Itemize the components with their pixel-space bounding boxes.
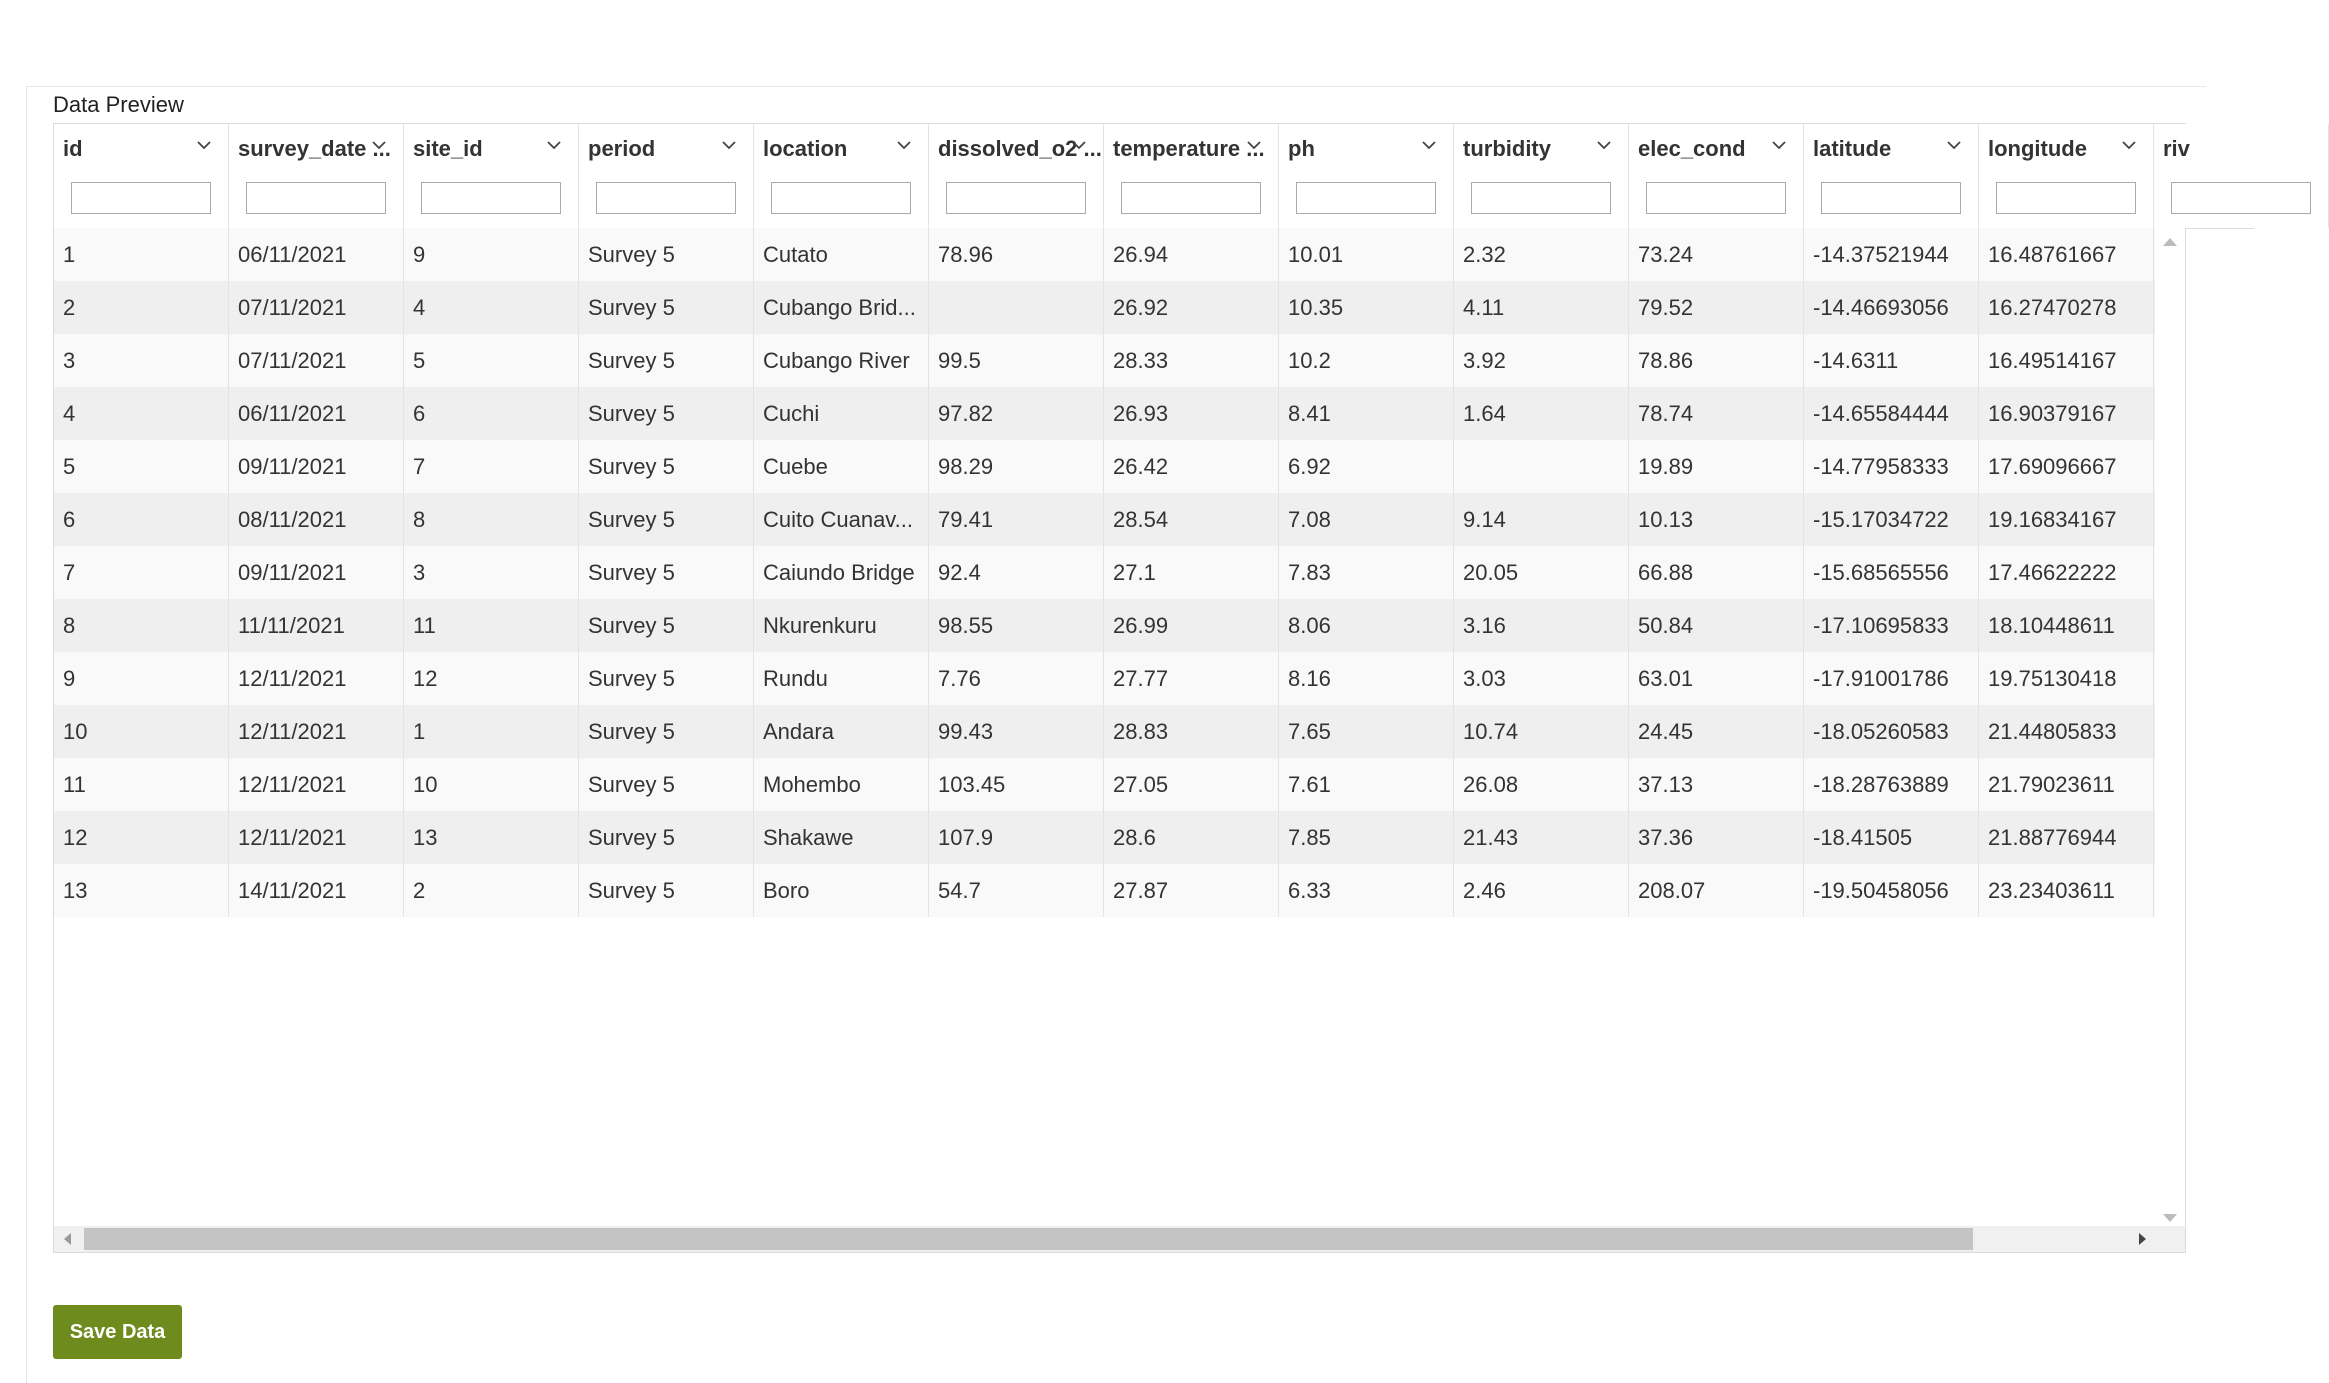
table-cell[interactable]: 14/11/2021 (229, 864, 404, 917)
triangle-up-icon[interactable] (2163, 238, 2177, 246)
column-filter-input[interactable] (1296, 182, 1436, 214)
table-cell[interactable]: 28.33 (1104, 334, 1279, 387)
table-cell[interactable]: -14.65584444 (1804, 387, 1979, 440)
table-cell[interactable]: 2 (54, 281, 229, 334)
triangle-right-icon[interactable] (2139, 1233, 2146, 1245)
chevron-down-icon[interactable] (1769, 134, 1789, 154)
column-filter-input[interactable] (2171, 182, 2311, 214)
table-cell[interactable]: 28.54 (1104, 493, 1279, 546)
table-cell[interactable]: 99.5 (929, 334, 1104, 387)
column-header-label: ph (1288, 136, 1315, 161)
table-cell[interactable]: 11 (404, 599, 579, 652)
table-cell[interactable]: 12 (54, 811, 229, 864)
table-row[interactable] (54, 334, 2155, 387)
table-cell[interactable]: 26.94 (1104, 228, 1279, 281)
table-cell[interactable]: 97.82 (929, 387, 1104, 440)
table-cell[interactable]: -18.41505 (1804, 811, 1979, 864)
column-header[interactable] (754, 124, 929, 228)
column-header[interactable] (2154, 124, 2329, 228)
table-cell[interactable]: 37.13 (1629, 758, 1804, 811)
table-cell[interactable]: 27.05 (1104, 758, 1279, 811)
data-grid (53, 123, 2190, 1253)
column-header[interactable] (229, 124, 404, 228)
table-cell[interactable]: 79.41 (929, 493, 1104, 546)
table-cell[interactable]: 06/11/2021 (229, 387, 404, 440)
table-cell[interactable]: 4 (404, 281, 579, 334)
table-cell[interactable]: Survey 5 (579, 281, 754, 334)
table-cell[interactable]: 1.64 (1454, 387, 1629, 440)
table-cell[interactable]: 19.75130418 (1979, 652, 2154, 705)
grid-header (54, 124, 2254, 229)
table-cell[interactable]: 16.49514167 (1979, 334, 2154, 387)
table-cell[interactable]: 26.99 (1104, 599, 1279, 652)
table-cell[interactable]: 13 (54, 864, 229, 917)
table-cell[interactable]: Survey 5 (579, 228, 754, 281)
table-cell[interactable]: 63.01 (1629, 652, 1804, 705)
table-cell[interactable]: 19.16834167 (1979, 493, 2154, 546)
table-cell[interactable]: Survey 5 (579, 705, 754, 758)
table-cell[interactable]: 3.03 (1454, 652, 1629, 705)
table-cell[interactable]: 06/11/2021 (229, 228, 404, 281)
table-cell[interactable]: Nkurenkuru (754, 599, 929, 652)
table-cell[interactable]: 16.90379167 (1979, 387, 2154, 440)
column-header[interactable] (404, 124, 579, 228)
table-cell[interactable]: 10 (54, 705, 229, 758)
table-cell[interactable]: 2 (404, 864, 579, 917)
column-filter-input[interactable] (1821, 182, 1961, 214)
table-cell[interactable]: 78.86 (1629, 334, 1804, 387)
table-cell[interactable]: 26.93 (1104, 387, 1279, 440)
table-cell[interactable]: 26.42 (1104, 440, 1279, 493)
column-header-label: elec_cond (1638, 136, 1746, 161)
table-row[interactable] (54, 493, 2155, 546)
column-filter-input[interactable] (1471, 182, 1611, 214)
table-row[interactable] (54, 811, 2155, 864)
table-cell[interactable]: -17.10695833 (1804, 599, 1979, 652)
chevron-down-icon[interactable] (1944, 134, 1964, 154)
table-cell[interactable]: Survey 5 (579, 387, 754, 440)
table-cell[interactable]: 2.46 (1454, 864, 1629, 917)
table-cell[interactable]: 8 (404, 493, 579, 546)
table-cell[interactable]: 3.16 (1454, 599, 1629, 652)
table-cell[interactable]: 98.55 (929, 599, 1104, 652)
column-header-label: location (763, 136, 848, 161)
table-cell[interactable]: Survey 5 (579, 758, 754, 811)
table-cell[interactable]: 2.32 (1454, 228, 1629, 281)
table-cell[interactable]: 28.6 (1104, 811, 1279, 864)
table-cell[interactable]: 17.46622222 (1979, 546, 2154, 599)
table-cell[interactable]: Rundu (754, 652, 929, 705)
column-header[interactable] (1979, 124, 2154, 228)
column-header-label: latitude (1813, 136, 1892, 161)
table-cell[interactable]: Caiundo Bridge (754, 546, 929, 599)
column-header[interactable] (54, 124, 229, 228)
chevron-down-icon[interactable] (1244, 134, 1264, 154)
column-header[interactable] (1279, 124, 1454, 228)
table-cell[interactable]: 7.08 (1279, 493, 1454, 546)
table-cell[interactable]: Survey 5 (579, 599, 754, 652)
table-cell[interactable]: 92.4 (929, 546, 1104, 599)
table-row[interactable] (54, 705, 2155, 758)
save-data-button[interactable]: Save Data (53, 1305, 182, 1359)
table-cell[interactable]: 12/11/2021 (229, 705, 404, 758)
table-cell[interactable]: Shakawe (754, 811, 929, 864)
table-cell[interactable]: 66.88 (1629, 546, 1804, 599)
column-filter-input[interactable] (246, 182, 386, 214)
table-cell[interactable]: Cutato (754, 228, 929, 281)
chevron-down-icon[interactable] (544, 134, 564, 154)
table-cell[interactable]: 11/11/2021 (229, 599, 404, 652)
table-cell[interactable]: 17.69096667 (1979, 440, 2154, 493)
table-cell[interactable]: 6 (54, 493, 229, 546)
column-header[interactable] (1104, 124, 1279, 228)
table-cell[interactable]: 7.83 (1279, 546, 1454, 599)
table-cell[interactable]: -19.50458056 (1804, 864, 1979, 917)
column-header[interactable] (579, 124, 754, 228)
table-cell[interactable]: Survey 5 (579, 652, 754, 705)
table-cell[interactable]: 8.41 (1279, 387, 1454, 440)
column-header-label: id (63, 136, 83, 161)
horizontal-scrollbar[interactable] (54, 1226, 2185, 1252)
table-cell[interactable]: Survey 5 (579, 546, 754, 599)
column-header-label: site_id (413, 136, 483, 161)
column-filter-input[interactable] (771, 182, 911, 214)
column-header-label: turbidity (1463, 136, 1551, 161)
table-cell[interactable]: 9 (54, 652, 229, 705)
column-header[interactable] (1454, 124, 1629, 228)
table-cell[interactable]: 20.05 (1454, 546, 1629, 599)
table-cell[interactable]: 21.43 (1454, 811, 1629, 864)
column-header[interactable] (929, 124, 1104, 228)
horizontal-scroll-thumb[interactable] (84, 1228, 1973, 1250)
table-cell[interactable]: -14.37521944 (1804, 228, 1979, 281)
column-header-label: survey_date ... (238, 136, 391, 161)
chevron-down-icon[interactable] (1594, 134, 1614, 154)
chevron-down-icon[interactable] (369, 134, 389, 154)
table-cell[interactable]: 50.84 (1629, 599, 1804, 652)
table-cell[interactable]: 6.92 (1279, 440, 1454, 493)
chevron-down-icon[interactable] (719, 134, 739, 154)
table-cell[interactable]: 27.1 (1104, 546, 1279, 599)
table-row[interactable] (54, 652, 2155, 705)
table-cell[interactable]: 7.65 (1279, 705, 1454, 758)
column-header-label: riv (2163, 136, 2190, 161)
table-cell[interactable]: 10.01 (1279, 228, 1454, 281)
table-row[interactable] (54, 387, 2155, 440)
table-cell[interactable]: 23.23403611 (1979, 864, 2154, 917)
chevron-down-icon[interactable] (2119, 134, 2139, 154)
table-cell[interactable]: 107.9 (929, 811, 1104, 864)
table-cell[interactable]: 3 (54, 334, 229, 387)
table-cell[interactable]: 6 (404, 387, 579, 440)
table-cell[interactable]: 10.35 (1279, 281, 1454, 334)
table-cell[interactable]: -14.6311 (1804, 334, 1979, 387)
table-cell[interactable]: 4.11 (1454, 281, 1629, 334)
table-cell[interactable]: 16.48761667 (1979, 228, 2154, 281)
table-cell[interactable]: 99.43 (929, 705, 1104, 758)
table-cell[interactable]: 09/11/2021 (229, 440, 404, 493)
table-cell[interactable]: Mohembo (754, 758, 929, 811)
table-cell[interactable]: -17.91001786 (1804, 652, 1979, 705)
table-cell[interactable] (929, 281, 1104, 334)
table-row[interactable] (54, 228, 2155, 281)
table-cell[interactable]: 28.83 (1104, 705, 1279, 758)
table-row[interactable] (54, 440, 2155, 493)
table-cell[interactable]: 08/11/2021 (229, 493, 404, 546)
table-cell[interactable]: -18.05260583 (1804, 705, 1979, 758)
table-cell[interactable]: 4 (54, 387, 229, 440)
table-cell[interactable]: 73.24 (1629, 228, 1804, 281)
table-cell[interactable]: 5 (54, 440, 229, 493)
table-cell[interactable]: Survey 5 (579, 493, 754, 546)
table-cell[interactable]: 98.29 (929, 440, 1104, 493)
chevron-down-icon[interactable] (1419, 134, 1439, 154)
table-cell[interactable]: 78.96 (929, 228, 1104, 281)
table-cell[interactable]: 7 (54, 546, 229, 599)
triangle-left-icon[interactable] (64, 1233, 71, 1245)
table-row[interactable] (54, 864, 2155, 917)
chevron-down-icon[interactable] (1069, 134, 1089, 154)
table-cell[interactable]: 1 (54, 228, 229, 281)
table-cell[interactable]: 54.7 (929, 864, 1104, 917)
column-filter-input[interactable] (1996, 182, 2136, 214)
table-cell[interactable]: 3 (404, 546, 579, 599)
table-cell[interactable]: 13 (404, 811, 579, 864)
table-cell[interactable]: Andara (754, 705, 929, 758)
table-cell[interactable]: -18.28763889 (1804, 758, 1979, 811)
table-cell[interactable]: 10.2 (1279, 334, 1454, 387)
table-cell[interactable]: 9 (404, 228, 579, 281)
table-cell[interactable]: Boro (754, 864, 929, 917)
column-header-label: longitude (1988, 136, 2087, 161)
table-cell[interactable]: 10.74 (1454, 705, 1629, 758)
column-filter-input[interactable] (596, 182, 736, 214)
table-cell[interactable]: 79.52 (1629, 281, 1804, 334)
table-cell[interactable]: 9.14 (1454, 493, 1629, 546)
table-cell[interactable]: 18.10448611 (1979, 599, 2154, 652)
table-cell[interactable] (1454, 440, 1629, 493)
table-cell[interactable]: 8 (54, 599, 229, 652)
table-cell[interactable]: 7 (404, 440, 579, 493)
table-row[interactable] (54, 546, 2155, 599)
table-cell[interactable]: 78.74 (1629, 387, 1804, 440)
table-cell[interactable]: 37.36 (1629, 811, 1804, 864)
table-cell[interactable]: -15.17034722 (1804, 493, 1979, 546)
table-cell[interactable]: Cuebe (754, 440, 929, 493)
table-cell[interactable]: Survey 5 (579, 811, 754, 864)
table-row[interactable] (54, 281, 2155, 334)
table-cell[interactable]: 27.77 (1104, 652, 1279, 705)
table-cell[interactable]: Cubango River (754, 334, 929, 387)
column-header-label: dissolved_o2 ... (938, 136, 1102, 161)
panel-title: Data Preview (53, 92, 184, 117)
column-filter-input[interactable] (1121, 182, 1261, 214)
table-cell[interactable]: 12/11/2021 (229, 811, 404, 864)
table-cell[interactable]: Cuchi (754, 387, 929, 440)
table-cell[interactable]: 21.44805833 (1979, 705, 2154, 758)
table-cell[interactable]: 5 (404, 334, 579, 387)
table-cell[interactable]: 19.89 (1629, 440, 1804, 493)
table-cell[interactable]: 09/11/2021 (229, 546, 404, 599)
column-header[interactable] (1629, 124, 1804, 228)
chevron-down-icon[interactable] (894, 134, 914, 154)
table-cell[interactable]: 11 (54, 758, 229, 811)
table-cell[interactable]: Cuito Cuanav... (754, 493, 929, 546)
vertical-scrollbar[interactable] (2155, 228, 2185, 1232)
table-cell[interactable]: 21.79023611 (1979, 758, 2154, 811)
table-cell[interactable]: 24.45 (1629, 705, 1804, 758)
table-cell[interactable]: 21.88776944 (1979, 811, 2154, 864)
table-cell[interactable]: -14.77958333 (1804, 440, 1979, 493)
table-cell[interactable]: 7.76 (929, 652, 1104, 705)
table-cell[interactable]: 16.27470278 (1979, 281, 2154, 334)
table-cell[interactable]: 1 (404, 705, 579, 758)
column-filter-input[interactable] (421, 182, 561, 214)
chevron-down-icon[interactable] (194, 134, 214, 154)
table-cell[interactable]: -15.68565556 (1804, 546, 1979, 599)
table-cell[interactable]: Cubango Brid... (754, 281, 929, 334)
table-cell[interactable]: 07/11/2021 (229, 281, 404, 334)
table-cell[interactable]: 7.85 (1279, 811, 1454, 864)
table-cell[interactable]: Survey 5 (579, 440, 754, 493)
table-cell[interactable]: 12/11/2021 (229, 758, 404, 811)
table-cell[interactable]: 07/11/2021 (229, 334, 404, 387)
table-cell[interactable]: 10.13 (1629, 493, 1804, 546)
table-cell[interactable]: 7.61 (1279, 758, 1454, 811)
table-cell[interactable]: 8.06 (1279, 599, 1454, 652)
table-cell[interactable]: 12 (404, 652, 579, 705)
column-filter-input[interactable] (946, 182, 1086, 214)
table-cell[interactable]: 103.45 (929, 758, 1104, 811)
table-cell[interactable]: Survey 5 (579, 334, 754, 387)
triangle-down-icon[interactable] (2163, 1214, 2177, 1222)
table-cell[interactable]: 26.92 (1104, 281, 1279, 334)
column-header-label: period (588, 136, 656, 161)
table-row[interactable] (54, 758, 2155, 811)
column-filter-input[interactable] (71, 182, 211, 214)
table-cell[interactable]: 12/11/2021 (229, 652, 404, 705)
column-filter-input[interactable] (1646, 182, 1786, 214)
table-cell[interactable]: 208.07 (1629, 864, 1804, 917)
column-header[interactable] (1804, 124, 1979, 228)
table-cell[interactable]: -14.46693056 (1804, 281, 1979, 334)
table-cell[interactable]: 10 (404, 758, 579, 811)
table-cell[interactable]: 26.08 (1454, 758, 1629, 811)
table-row[interactable] (54, 599, 2155, 652)
table-cell[interactable]: 3.92 (1454, 334, 1629, 387)
table-cell[interactable]: 6.33 (1279, 864, 1454, 917)
column-header-label: temperature ... (1113, 136, 1265, 161)
table-cell[interactable]: 27.87 (1104, 864, 1279, 917)
table-cell[interactable]: Survey 5 (579, 864, 754, 917)
table-cell[interactable]: 8.16 (1279, 652, 1454, 705)
